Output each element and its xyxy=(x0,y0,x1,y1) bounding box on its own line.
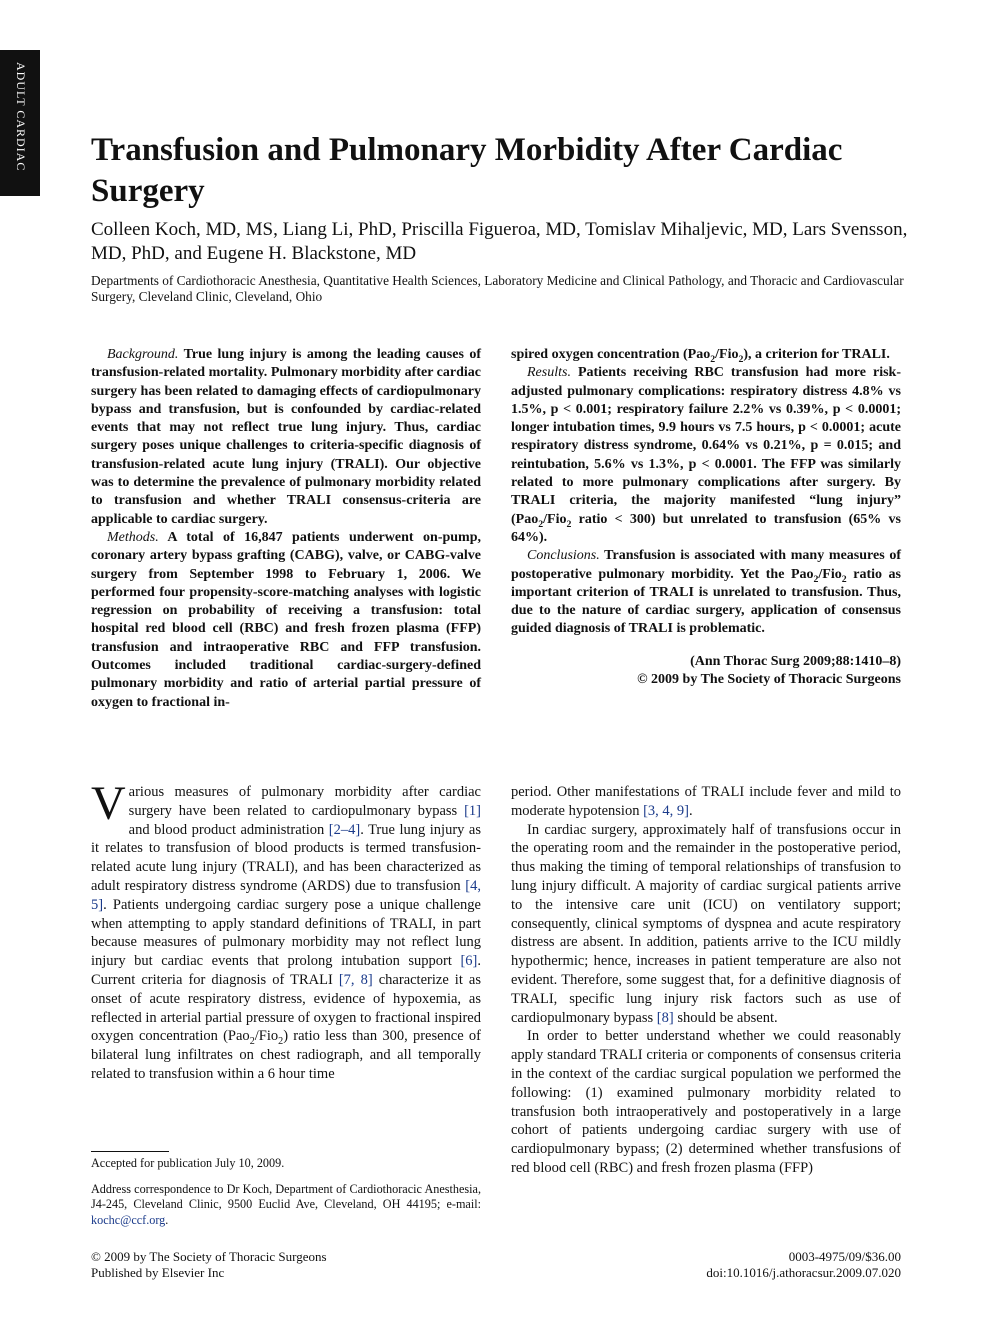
body-paragraph: period. Other manifestations of TRALI include fever and mild to moderate hypotension [3, 4, 9]. xyxy=(511,784,901,819)
reference-link[interactable]: [2–4] xyxy=(328,821,361,838)
abstract-conclusions: Conclusions. Transfusion is associated with many measures of postoperative pulmonary morbidity. Yet the Pao$_2$/Fio$_2$ ratio as important criterion of TRALI is unrelated to transfusion. Thus, due to the nature of cardiac surgery, application of consensus guided diagnosis of TRALI is problematic. xyxy=(511,548,901,637)
abstract-methods: Methods. A total of 16,847 patients underwent on-pump, coronary artery bypass grafting (CABG), valve, or CABG-valve surgery from September 1998 to February 1, 2006. We performed four propensity-score-matching analyses with logistic regression on probability of receiving a transfusion: total hospital red blood cell (RBC) and fresh frozen plasma (FFP) transfusion and intraoperative RBC and FFP transfusion. Outcomes included traditional cardiac-surgery-defined pulmonary morbidity and ratio of arterial partial pressure of oxygen to fractional in- xyxy=(91,529,481,710)
footer-doi: doi:10.1016/j.athoracsur.2009.07.020 xyxy=(706,1265,901,1280)
author-list: Colleen Koch, MD, MS, Liang Li, PhD, Priscilla Figueroa, MD, Tomislav Mihaljevic, MD, Lars Svensson, MD, PhD, and Eugene H. Blackstone, MD xyxy=(91,219,908,264)
abstract-left-column xyxy=(91,346,481,712)
body-left-column xyxy=(91,777,481,1084)
reference-link[interactable]: [4, 5] xyxy=(91,877,481,913)
body-paragraph: In cardiac surgery, approximately half of transfusions occur in the operating room and the remainder in the postoperative period, thus making the timing of temporal relationships of transfusion to lung injury difficult. A majority of cardiac surgical patients arrive to the intensive care unit (ICU) on ventilatory support; consequently, clinical symptoms of dyspnea and acute respiratory distress are absent. In addition, patients arrive to the ICU mildly hypothermic; hence, increases in patient temperature are also not evident. Therefore, some suggest that, for a definitive diagnosis of TRALI, specific lung injury risk factors such as use of cardiopulmonary bypass [8] should be absent. xyxy=(511,821,901,1026)
affiliation: Departments of Cardiothoracic Anesthesia, Quantitative Health Sciences, Laboratory Medicine and Clinical Pathology, and Thoracic and Cardiovascular Surgery, Cleveland Clinic, Cleveland, Ohio xyxy=(91,273,904,304)
journal-citation: (Ann Thorac Surg 2009;88:1410–8) xyxy=(690,653,901,669)
footer-left xyxy=(91,1249,327,1281)
reference-link[interactable]: [3, 4, 9] xyxy=(643,802,690,819)
footer-publisher: Published by Elsevier Inc xyxy=(91,1265,225,1280)
accepted-note: Accepted for publication July 10, 2009. xyxy=(91,1156,285,1170)
correspondence-note: Address correspondence to Dr Koch, Department of Cardiothoracic Anesthesia, J4-245, Cleveland Clinic, 9500 Euclid Ave, Cleveland, OH 44195; e-mail: kochc@ccf.org. xyxy=(91,1181,481,1227)
abstract-right-column xyxy=(511,346,901,689)
section-tab-label: ADULT CARDIAC xyxy=(14,62,28,172)
section-tab xyxy=(0,50,40,196)
reference-link[interactable]: [6] xyxy=(460,953,478,970)
body-paragraph: Various measures of pulmonary morbidity after cardiac surgery have been related to cardiopulmonary bypass [1] and blood product administration [2–4]. True lung injury as it relates to transfusion of blood products is termed transfusion-related acute lung injury (TRALI), and has been characterized as adult respiratory distress syndrome (ARDS) due to transfusion [4, 5]. Patients undergoing cardiac surgery pose a unique challenge when attempting to apply standard definitions of TRALI, in part because measures of pulmonary morbidity may not reflect lung injury but cardiac events that prolong intubation support [6]. Current criteria for diagnosis of TRALI [7, 8] characterize it as onset of acute respiratory distress, evidence of hypoxemia, as reflected in arterial partial pressure of oxygen to fractional inspired oxygen concentration (Pao$_2$/Fio$_2$) ratio less than 300, presence of bilateral lung infiltrates on chest radiograph, and all temporally related to transfusion within a 6 hour time xyxy=(91,777,481,1082)
footer-right xyxy=(706,1249,901,1281)
abstract-results: Results. Patients receiving RBC transfusion had more risk-adjusted pulmonary complications: respiratory distress 4.8% vs 1.5%, p < 0.001; respiratory failure 2.2% vs 0.39%, p < 0.0001; longer intubation times, 9.9 hours vs 7.5 hours, p < 0.0001; acute respiratory distress syndrome, 0.64% vs 0.21%, p = 0.015; and reintubation, 5.6% vs 1.3%, p < 0.0001. The FFP was similarly related to more pulmonary complications after surgery. By TRALI criteria, the majority manifested “lung injury” (Pao$_2$/Fio$_2$ ratio < 300) but unrelated to transfusion (65% vs 64%). xyxy=(511,365,901,545)
drop-cap: V xyxy=(91,777,126,830)
abstract-copyright: © 2009 by The Society of Thoracic Surgeons xyxy=(637,672,901,688)
email-link[interactable]: kochc@ccf.org xyxy=(91,1212,166,1227)
footnotes xyxy=(91,1156,481,1238)
reference-link[interactable]: [8] xyxy=(656,1009,674,1026)
abstract-methods-continued: spired oxygen concentration (Pao$_2$/Fio$_2$), a criterion for TRALI. xyxy=(511,347,890,365)
abstract-background: Background. True lung injury is among the leading causes of transfusion-related mortality. Pulmonary morbidity after cardiac surgery has been related to damaging effects of cardiopulmonary bypass and transfusion, but is confounded by cardiac-related events that may not reflect true lung injury. Thus, cardiac surgery poses unique challenges to criteria-specific diagnosis of transfusion-related acute lung injury (TRALI). Our objective was to determine the prevalence of pulmonary morbidity related to transfusion and whether TRALI consensus-criteria are applicable to cardiac surgery. xyxy=(91,347,481,527)
footer-copyright: © 2009 by The Society of Thoracic Surgeons xyxy=(91,1249,327,1264)
footnote-rule xyxy=(91,1151,169,1152)
reference-link[interactable]: [1] xyxy=(464,802,481,819)
citation-block xyxy=(511,653,901,690)
reference-link[interactable]: [7, 8] xyxy=(338,971,373,988)
body-right-column xyxy=(511,783,901,1178)
footer-issn: 0003-4975/09/$36.00 xyxy=(788,1249,901,1264)
body-paragraph: In order to better understand whether we could reasonably apply standard TRALI criteria or components of consensus criteria in the context of the cardiac surgical population we performed the following: (1) examined pulmonary morbidity related to transfusion both intraoperatively and postoperatively in a large cohort of patients undergoing cardiac surgery with use of cardiopulmonary bypass; (2) determined whether transfusions of red blood cell (RBC) and fresh frozen plasma (FFP) xyxy=(511,1028,901,1176)
article-title: Transfusion and Pulmonary Morbidity After Cardiac Surgery xyxy=(91,132,843,209)
